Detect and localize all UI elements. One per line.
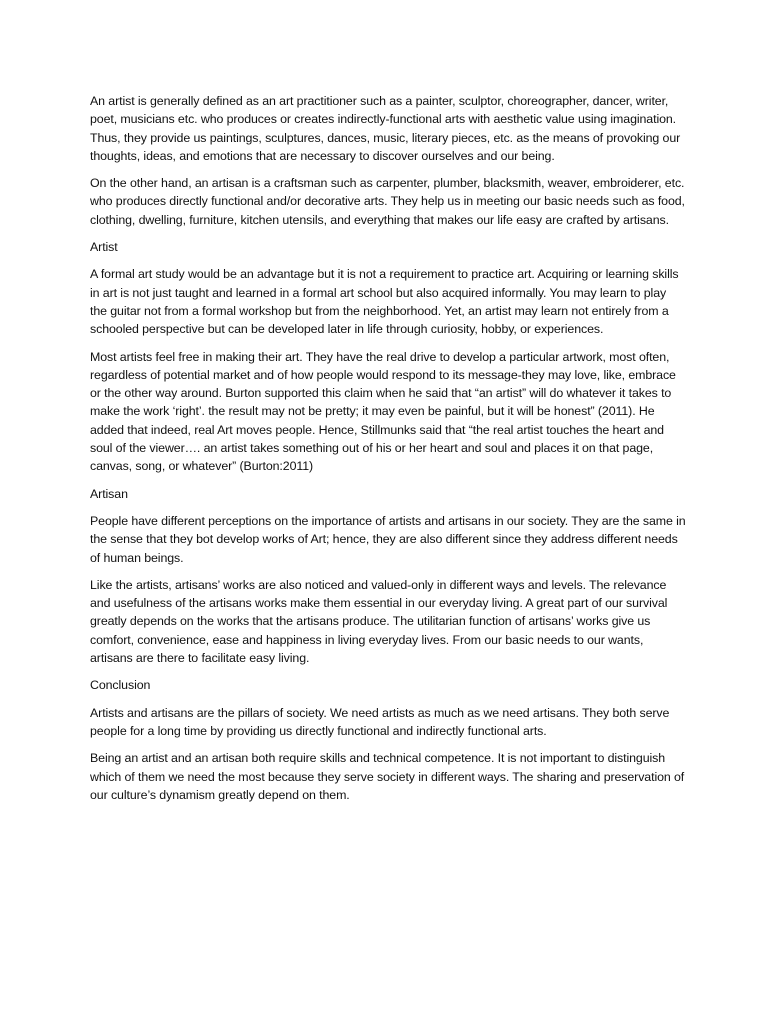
artisan-paragraph-perceptions: People have different perceptions on the importance of artists and artisans in our society. They are the same in the sense that they bot develop works of Art; hence, they are also different since they address different needs of human beings. [90,513,686,565]
intro-paragraph-artist-definition: An artist is generally defined as an art practitioner such as a painter, sculptor, choreographer, dancer, writer, poet, musicians etc. who produces or creates indirectly-functional arts with aesthetic value using imagination. Thus, they provide us paintings, sculptures, dances, music, literary pieces, etc. as the means of provoking our thoughts, ideas, and emotions that are necessary to discover ourselves and our being. [90,94,681,163]
intro-paragraph-artisan-definition: On the other hand, an artisan is a craftsman such as carpenter, plumber, blacksmith, weaver, embroiderer, etc. who produces directly functional and/or decorative arts. They help us in meeting our basic needs such as food, clothing, dwelling, furniture, kitchen utensils, and everything that makes our life easy are crafted by artisans. [90,176,685,227]
section-heading-artist: Artist [90,240,118,255]
section-heading-artisan: Artisan [90,486,128,501]
conclusion-paragraph-pillars: Artists and artisans are the pillars of society. We need artists as much as we need artisans. They both serve people for a long time by providing us directly functional and indirectly functional arts. [90,705,670,738]
section-heading-conclusion: Conclusion [90,678,151,693]
conclusion-paragraph-competence: Being an artist and an artisan both require skills and technical competence. It is not important to distinguish which of them we need the most because they serve society in different ways. The sharing and preservation of our culture’s dynamism greatly depend on them. [90,751,685,802]
artist-paragraph-freedom: Most artists feel free in making their art. They have the real drive to develop a particular artwork, most often, regardless of potential market and of how people would respond to its message-they may love, like, embrace or the other way around. Burton supported this claim when he said that “an artist” will do whatever it takes to make the work ‘right’. the result may not be pretty; it may even be painful, but it will be honest” (2011). He added that indeed, real Art moves people. Hence, Stillmunks said that “the real artist touches the heart and soul of the viewer…. an artist takes something out of his or her heart and soul and places it on that page, canvas, song, or whatever” (Burton:2011) [90,349,676,474]
artist-paragraph-formal-study: A formal art study would be an advantage but it is not a requirement to practice art. Acquiring or learning skills in art is not just taught and learned in a formal art school but also acquired informally. You may learn to play the guitar not from a formal workshop but from the neighborhood. Yet, an artist may learn not entirely from a schooled perspective but can be developed later in life through curiosity, hobby, or experiences. [90,267,679,337]
artisan-paragraph-value: Like the artists, artisans’ works are also noticed and valued-only in different ways and levels. The relevance and usefulness of the artisans works make them essential in our everyday living. A great part of our survival greatly depends on the works that the artisans produce. The utilitarian function of artisans’ works give us comfort, convenience, ease and happiness in living everyday lives. From our basic needs to our wants, artisans are there to facilitate easy living. [90,577,668,666]
document-page [90,92,686,813]
